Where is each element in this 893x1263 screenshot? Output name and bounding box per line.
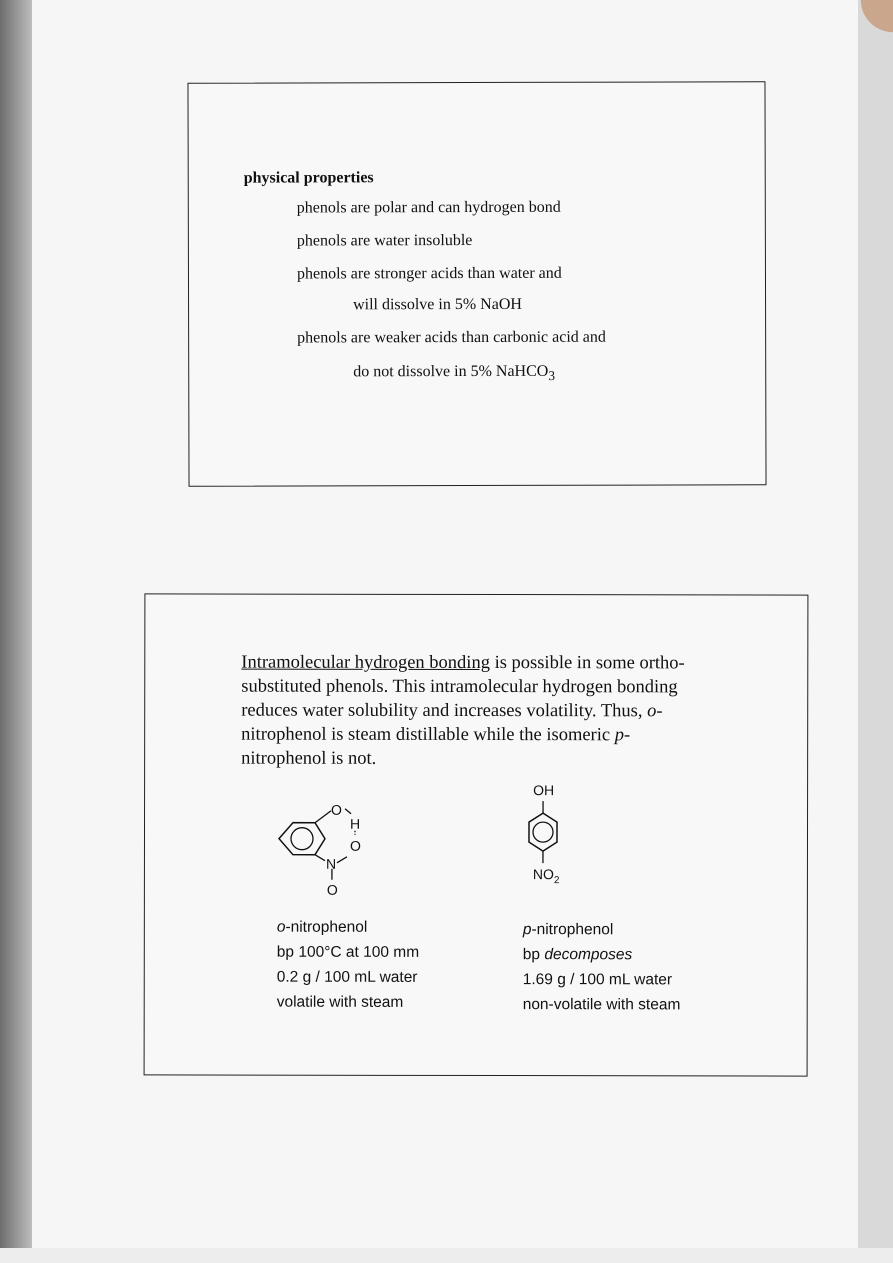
property-line-indent: will dissolve in 5% NaOH <box>353 295 522 314</box>
steam-volatility: non-volatile with steam <box>522 996 681 1014</box>
compound-name <box>523 917 681 942</box>
scan-corner-shadow <box>858 0 893 40</box>
water-solubility: 0.2 g / 100 mL water <box>276 968 418 986</box>
atom-o: O <box>349 837 361 854</box>
property-line-indent <box>353 363 555 385</box>
boiling-point <box>523 942 681 967</box>
nahco3-text: do not dissolve in 5% NaHCO <box>353 362 549 381</box>
name-text: -nitrophenol <box>531 921 614 939</box>
subscript-two: 2 <box>553 875 560 887</box>
subscript-three: 3 <box>548 367 556 384</box>
atom-no <box>533 866 560 886</box>
atom-oh: OH <box>533 782 555 799</box>
boiling-point: bp 100°C at 100 mm <box>276 943 420 961</box>
o-nitrophenol-structure <box>271 801 391 901</box>
para-para-prefix: p <box>614 725 624 746</box>
bp-value: decomposes <box>544 946 633 964</box>
property-line: phenols are weaker acids than carbonic acid and <box>297 328 606 347</box>
compound-name <box>277 915 419 940</box>
atom-o: O <box>326 881 338 898</box>
explanation-paragraph <box>241 651 711 772</box>
water-solubility: 1.69 g / 100 mL water <box>522 971 673 989</box>
property-line: phenols are stronger acids than water and <box>296 264 562 283</box>
atom-o: O <box>331 801 342 818</box>
steam-volatility: volatile with steam <box>276 993 404 1011</box>
bp-label: bp <box>522 946 545 964</box>
prefix-ortho: o <box>276 918 286 936</box>
underlined-term: Intramolecular hydrogen bonding <box>241 652 490 674</box>
para-ortho-prefix: o <box>647 701 657 722</box>
scan-bottom-strip <box>0 1248 893 1263</box>
o-nitrophenol-caption <box>277 915 420 1015</box>
para-text: -nitrophenol is steam distillable while the isomeric <box>241 701 663 746</box>
slide-physical-properties <box>187 81 766 487</box>
property-line: phenols are water insoluble <box>296 232 473 250</box>
atom-h: H <box>350 815 361 832</box>
p-nitrophenol-structure <box>513 781 593 903</box>
para-text: is possible in some ortho-substituted phenols. This intramolecular hydrogen bonding reduces water solubility and increases volatility. Thus, <box>241 653 685 722</box>
name-text: -nitrophenol <box>285 918 368 936</box>
para-text: -nitrophenol is not. <box>241 725 631 769</box>
atom-n: N <box>325 855 337 872</box>
slide-intramolecular-h-bonding <box>144 593 809 1076</box>
atom-no-label: NO <box>532 866 554 883</box>
property-line: phenols are polar and can hydrogen bond <box>296 198 561 217</box>
scan-left-edge <box>0 0 32 1263</box>
prefix-para: p <box>522 921 532 939</box>
p-nitrophenol-caption <box>523 917 681 1017</box>
slide-title: physical properties <box>243 169 374 187</box>
